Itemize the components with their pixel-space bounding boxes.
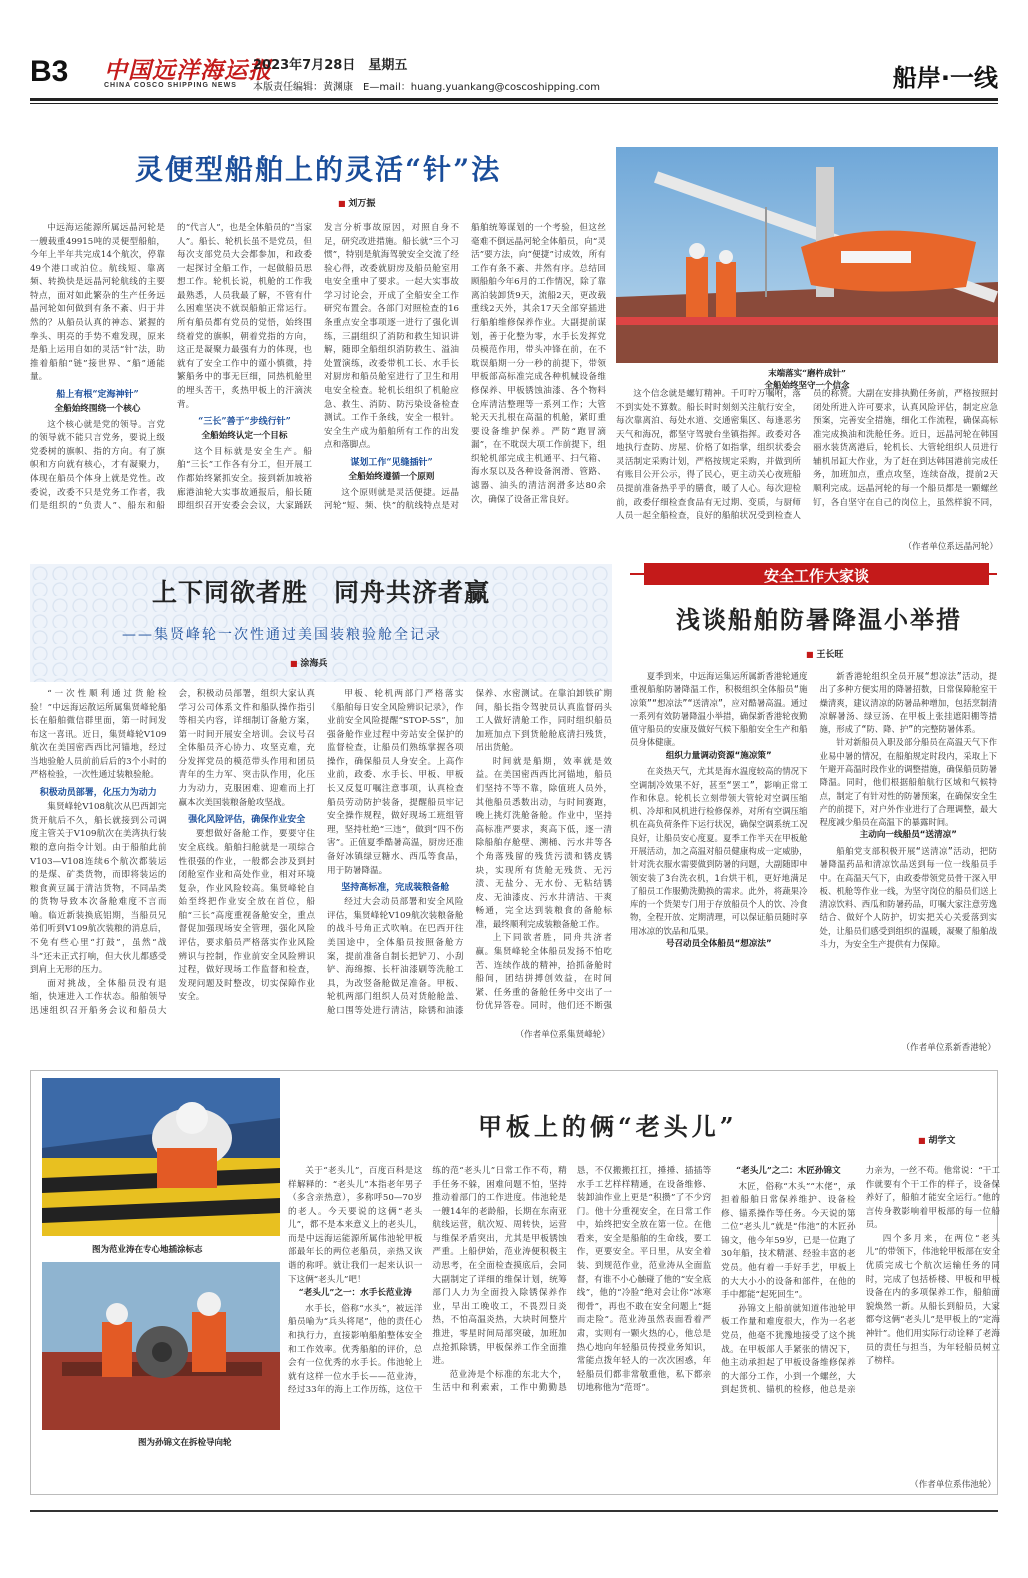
story1-subhead-sub: 全船始终坚守一个信念 [764,381,850,391]
story4-photo-repair [42,1262,280,1430]
story4-paragraph: 关于“老头儿”，百度百科是这样解释的：“老头儿”本指老年男子（多含亲热意），多称呼50—70岁的老人。今天要说的这俩“老头儿”，都不是本来意义上的老头儿，而是中远海运能源所属伟池轮甲板部最年长的两位老船员，亲热又诙谐的称呼。就让我们一起来认识一下这俩“老头儿”吧！ [288,1166,423,1285]
story2-paragraph: 上下同欲者胜，同舟共济者赢。集贤峰轮全体船员发扬不怕吃苦、连续作战的精神，拾抓备舱时船间，团结拼搏创效益，在时间紧、任务重的备舱任务中交出了一份优异答卷。同时，他们还不断强 [475,933,612,1012]
story1-author: ■ 刘万振 [338,196,375,209]
story1-paragraph: 这个信念就是螺钉精神。千叮咛万嘱咐，落不到实处不算数。船长时时刻刻关注航行安全，每次靠离泊、每处水道、交通密集区、每逢恶劣天气和海况，都坚守驾驶台坐镇指挥。政委对各地执行查防、房屋、价格了如指掌，组织状委会灵活制定采购计划，严格按规定采购，并做到所有账目公开公示，得了民心，更主动关心夜班船员提前准备热乎乎的膳食，暖了人心。每次迎检前，政委仔细检查食品有无过期、变质，与厨师人员一起全船检查，良好的船舶状况受到检查人员的称赞。大副在安排执勤任务前，严格按照封闭处所进入许可要求，认真风险评估，制定应急预案，完善安全措施，细化工作流程，确保高标准完成换油和洗舱任务。近日，远晶河轮在韩国丽水装货离港后，轮机长、大管轮组织人员进行辅机吊缸大作业，为了赶在到达韩国港前完成任务，加班加点，重点攻坚，连续奋战，提前2天顺利完成。远晶河轮的每一个船员都是一颗螺丝钉，各自坚守在自己的岗位上，虽然样貌不同， [616,389,998,522]
story4-photo-painting [42,1078,280,1236]
story3-subhead: 组织力量调动资源“施凉策” [665,750,772,761]
story1-subhead: 船上有根“定海神针” [56,389,139,400]
story4-paragraph: 四个多月来，在两位“老头儿”的带领下，伟池轮甲板部在安全优质完成七个航次运输任务的同时，完成了包括桥楼、甲板和甲板设备在内的多项保养工作，船舶面貌焕然一新。从船长到船员，大家都夸这俩“老头儿”是甲板上的“定海神针”。他们用实际行动诠释了老海员的责任与担当，为年轻船员树立了榜样。 [865,1233,1000,1367]
story4-author: ■ 胡学文 [918,1133,955,1146]
story1-credit: （作者单位系远晶河轮） [903,542,998,552]
story2-subhead: 积极动员部署，化压力为动力 [39,788,157,799]
story3-paragraph: 夏季到来，中远海运集运所属新香港轮通度重视船舶防暑降温工作，积极组织全体船员“施凉策”“想凉法”“送清凉”，应对酷暑高温。通过一系列有效防暑降温小举措，确保新香港轮夜勤值守船员的安康及做好气候下船舶安全生产和船员身体健康。 [630,671,808,748]
footer-rule [30,1510,998,1512]
newspaper-logo-en: CHINA COSCO SHIPPING NEWS [104,82,237,89]
story4-credit: （作者单位系伟池轮） [910,1480,996,1490]
editor-line: 本版责任编辑：黄渊康 E—mail：huang.yuankang@coscoshipping.com [253,82,601,93]
issue-date: 2023年7月28日 星期五 [253,58,408,73]
story1-photo-lifeboat [616,147,998,363]
story1-subhead-sub: 全船始终围绕一个核心 [54,404,141,415]
story3-paragraph: 针对新船员入职及部分船员在高温天气下作业易中暑的情况，在船舶规定时段内，采取上下午避开高温时段作业的调整措施，确保船员防暑降温。同时，他们根据船舶航行区域和气候特点，制定了有针对性的防暑预案，在确保安全生产的前提下，对户外作业进行了合理调整，最大程度减少船员在高温下的暴露时间。 [819,737,997,828]
story1-subhead: “三长”善于“步线行针” [198,417,291,428]
story3-credit: （作者单位系新香港轮） [901,1043,996,1053]
story1-subhead-sub: 全船始终认定一个目标 [201,431,288,442]
story2-title: 上下同欲者胜 同舟共济者赢 [152,578,491,607]
story2-paragraph: 时间就是船期，效率就是效益。在美国密西西比河锚地，船员们坚持不等不靠，除值班人员外，其他船员悉数出动，与时间赛跑，晚上挑灯洗舱备舱。作业中，坚持高标准严要求，爽高下低，逐一清除船舶存舱壁、溯桶、污水井等各个角落残留的残货污渍和锈皮锈块，实现所有货舱无残货、无污渍、无盐分、无水份、无粘结锈皮、无油漆皮、污水井清洁、干爽畅通，完全达到装粮食的备舱标准，最终顺利完成装粮备舱工作。 [475,756,612,930]
story1-side-body [616,388,998,536]
story3-column-tag: 安全工作大家谈 [644,563,989,585]
story1-paragraph: 这个核心就是党的领导。言党的领导就不能只言党务，要说上级党委树的旗帜、指的方向。有了旗帜和方向就有核心，才有凝聚力，体现在船员个体身上就是党性。改委说，改委不只是党务工作者，我们是组织的“负责人”、船东和船的“代言人”，也是全体船员的“当家人”。船长、轮机长虽不是党员，但每次支部党员大会都参加，和政委一起探讨全船工作，一起做船员思想工作。轮机长说，机舱的工作我最熟悉，人员我最了解，不管有什么困难坚决不就误船舶正常运行。所有船员都有党员的觉悟，始终围绕着党的旗帜，朝着党指的方向，这正是凝聚力最强有力的体现，也就有了安全工作中的谨小慎微，持繁船务中的事无巨细，同热机舱里的埋头苦干，炙热甲板上的汗滴浃背。 [30,223,312,512]
story4-paragraph: 木匠，俗称“木头”“木佬”，承担着船舶日常保养维护、设备检修、锚系操作等任务。今天说的第二位“老头儿”就是“伟池”的木匠孙锦文，他今年59岁，已是一位跑了30年船，技术精湛、经验丰富的老党员。他有着一手好手艺，甲板上的大大小小的设备和部件，在他的手中都能“起死回生”。 [721,1181,856,1301]
story2-author: ■ 涂海兵 [290,656,327,669]
story1-paragraph: 这个目标就是安全生产。船舶“三长”工作各有分工，但开展工作都始终紧抓安全。接到新加坡裕廊港油轮大实事故通报后，船长随即组织召开安委会会议，大家踊跃发言分析事故原因，对照自身不足，研究改进措施。船长就“三个习惯”，特别是航海驾驶安全交流了经验心得，改委就厨房及船员舱室用电安全重申了要求。一起大实事故学习讨论会，开成了全船安全工作研究布置会。各部门对照检查的16条重点安全事项逐一进行了强化训练，三副组织了消防和救生知识讲解，随即全船组织消防救生、溢油处置演练，改委带机工长、水手长对厨房和船员舱室进行了卫生和用电安全检查。轮机长组织了机舱应急、救生、消防、防污染设备检查测试。工作千条线，安全一根针。安全生产成为船舶所有工作的出发点和落脚点。 [177,223,459,512]
story3-paragraph: 船舶党支部积极开展“送清凉”活动，把防暑降温药品和清凉饮品送到每一位一线船员手中。在高温天气下，由政委带领党员骨干深入甲板、机舱等作业一线，为坚守岗位的船员们送上清凉饮料、西瓜和防暑药品，叮嘱大家注意劳逸结合、做好个人防护，切实把关心关爱落到实处，让船员们感受到组织的温暖，凝聚了船舶战斗力，为安全生产提供有力保障。 [819,845,997,949]
story1-paragraph: 中远海运能源所属远晶河轮是一艘载重49915吨的灵便型船舶，今年上半年共完成14个航次，停靠49个港口或泊位。航线短、靠离频、转换快是远晶河轮航线的主要特点，面对如此繁杂的生产任务远晶河轮如何做到有条不紊、归于井然的？从船员认真的神态、紧握的拳头、明亮的手势不难发现，原来是船上运用自如的灵活“针”法，助推着船舶“链”接世界、“船”通能量。 [30,223,165,383]
story1-body [30,222,606,552]
newspaper-logo: 中国远洋海运报 [104,57,272,84]
story1-subhead: 末端落实“磨杵成针” [768,369,846,379]
story3-subhead: 号召动员全体船员“想凉法” [665,938,772,949]
story4-photo1-caption: 图为范业涛在专心地插涂标志 [92,1245,203,1255]
story3-author: ■ 王长旺 [806,647,843,660]
story4-photo2-caption: 图为孙锦文在拆检导向轮 [138,1438,232,1448]
page-number: B3 [30,55,69,88]
story4-subhead: “老头儿”之一：水手长范业涛 [298,1288,412,1299]
story2-paragraph: “一次性顺利通过货舱检验！”中远海运散运所属集贤峰轮船长在船舶微信群里面，第一时间发布这一喜讯。近日，集贤峰轮V109航次在美国密西西比河锚地，经过当地验舱人员前前后后的3个小时的严格检验，一次性通过装粮验舱。 [30,689,167,781]
story2-subtitle: ——集贤峰轮一次性通过美国装粮验舱全记录 [122,627,442,643]
story3-subhead: 主动向一线船员“送清凉” [859,830,957,841]
story2-subhead: 坚持高标准，完成装粮备舱 [341,883,450,894]
story2-credit: （作者单位系集贤峰轮） [515,1030,610,1040]
story2-subhead: 强化风险评估，确保作业安全 [188,815,306,826]
story4-paragraph: 水手长，俗称“水头”，被远洋船员喻为“兵头将尾”，他的责任心和执行力，直接影响船舶整体安全和工作效率。优秀船舶的评价，总会有一位优秀的水手长。伟池轮上就有这样一位水手长——范业涛，经过33年的海上工作历练，这位干练的范“老头儿”日常工作不苟，精手任务不躲，困难问题不怕，坚持推动着部门的工作进度。伟池轮是一艘14年的老龄船，长期在东南亚航线运营，航次短、周转快，运营与维保矛盾突出，尤其是甲板锈蚀严重。上船伊始，范业涛便积极主动思考，在全面检查摸底后，会同大副制定了详细的维保计划，统筹部门人力为全面投入除锈保养作业，早出工晚收工，不畏烈日炎热，不怕高温炎热，大块时间整片推进，零星时间局部突破，加班加点抢抓除锈，甲板保养工作全面推进。 [288,1166,567,1396]
story2-paragraph: 甲板、轮机两部门严格落实《船舶每日安全风险辨识记录》，作业前安全风险提醒“STOP-5S”，加强备舱作业过程中旁站安全保护的监督检查，让船员们熟练掌握各项操作，确保船员人身安全。上高作业前，政委、水手长、甲板、甲板长又反复叮嘱注意事项，认真检查船员劳动防护装备，提醒船员牢记安全操作规程，做好现场工班组管理，坚持杜绝“三违”，做到“四不伤害”。正值夏季酷暑高温，厨房还准备好冰镇绿豆糖水、西瓜等食品，用于防暑降温。 [327,689,464,876]
story4-paragraph: 范业涛是个标准的东北大个，生活中和利索索，工作中勤勤恳恳，不仅搬搬扛扛，捶捶、插插等水手工艺样样精通，在设备维修、装卸油作业上更是“积攒”了不少窍门。他十分重视安全，在日常工作中，始终把安全放在第一位。在他看来，安全是船舶的生命线，要工作，更要安全。平日里，从安全着装、到规范作业，范业涛从全面监督，有谁不小心触碰了他的“安全底线”，他的“冷脸”绝对会让你“冰寒彻骨”，再也不敢在安全问题上“挺而走险”。范业涛虽然表面看着严肃，实则有一颗火热的心，他总是热心地向年轻船员传授业务知识，常能点拨年轻人的一次次困惑，年轻船员们都非常敬重他，私下都亲切地称他为“范哥”。 [432,1166,712,1394]
story3-paragraph: 新香港轮组织全员开展“想凉法”活动，提出了多种方便实用的降暑招数，日常保障舱室干燥清爽，建议清凉的防暑品种增加，包括烹制清凉解暑汤、绿豆汤、在甲板上张挂遮阳棚等措施，形成了“防、降、护”的完整防暑体系。 [819,671,997,735]
story4-body [288,1165,1000,1477]
story4-paragraph: 孙锦文上船前就知道伟池轮甲板工作量和难度很大，作为一名老党员，他毫不犹豫地接受了这个挑战。在甲板部人手紧张的情况下，他主动承担起了甲板设备维修保养的大部分工作，小到一个螺丝，大到起货机、锚机的检修，他总是亲力亲为，一丝不苟。他常说：“干工作就要有个干工作的样子，设备保养好了，船舶才能安全运行。”他的言传身教影响着甲板部的每一位船员。 [721,1166,1000,1396]
story4-subhead: “老头儿”之二：木匠孙锦文 [736,1166,841,1176]
story2-paragraph: 集贤峰轮V108航次从巴西卸完货开航后不久，船长就接到公司调度主管关于V109航次在美湾执行装粮的意向指令计划。由于船舶此前V103—V108连续6个航次都装运的是煤、矿类货物，而即将装运的粮食黄豆属于清洁货物，不同品类的货物导致本次备舱难度不言而喻。临近新装换底铝期，当船员兄弟们听到V109航次装粮的消息后，不免有些心里“打鼓”，虽然“战斗”还未正式打响，但大伙儿都感受到肩上无形的压力。 [30,802,167,976]
story3-paragraph: 在炎热天气，尤其是海水温度较高的情况下空调制冷效果不好，甚至“罢工”，影响正常工作和休息。轮机长立刻带领大管轮对空调压缩机、冷却和风机进行检修保养，对所有空调压缩机在高负荷条件下运行状况，确保空调系统工况良好，让船员安心度夏。夏季工作半天在甲板舱开展活动，加之高温对船员健康构成一定威胁，针对洗衣服水需要做到防暑的问题，大副随即申领安装了3台洗衣机，1台烘干机，更好地满足了船员工作服勤洗勤换的需求。此外，将蔬果冷库的一个货架专门用于存放船员个人的饮、冷食物，全程开放、定期清理，可以保证船员随时享用冰凉的饮品和瓜果。 [630,766,808,936]
story2-body [30,688,612,1020]
story1-title: 灵便型船舶上的灵活“针”法 [135,153,502,186]
story4-title: 甲板上的俩“老头儿” [478,1112,738,1141]
story1-paragraph: 这个原则就是灵活便捷。远晶河轮“短、频、快”的航线特点是对船舶统筹谋划的一个考验，但这丝毫难不倒远晶河轮全体船员，向“灵活”要方法，向“便捷”讨成效，所有工作有条不紊、井然有序。总结回顾船舶今年6月的工作情况，除了靠离泊装卸货9天，流船2天，更改载重线2天外，其余17天全部穿插进行船舶维修保养作业。大副提前谋划，善于化整为零，水手长发挥党员模范作用，带头冲锋在前，在不耽误船期一分一秒的前提下，带领甲板部高标准完成各种机械设备维修保养、甲板锈蚀油漆、各个物料仓库清洁整理等一系列工作；大管轮天天扎根在高温的机舱，紧盯重要设备维护保养。严防“跑冒滴漏”，在不耽误大项工作前提下，组织轮机部完成主机通平、扫气箱、海水泵以及各种设备润滑、管路、滤器、油头的清洁润滑多达80余次，确保了设备正常良好。 [324,223,606,512]
story2-paragraph: 经过大会动员部署和安全风险评估，集贤峰轮V109航次装粮备舱的战斗号角正式吹响。在巴西开往美国途中，全体船员按照备舱方案，提前准备自制长把铲刀、小刮铲、海绵擦、长杆油漆刷等洗舱工具，为改竖备舱做足准备。甲板、轮机两部门组织人员对货舱舱盖、舱口围等处进行清洁，除锈和油漆保养、水密测试。在靠泊卸铁矿期间，船长指令驾驶员认真监督码头工人做好清舱工作，同时组织船员加班加点下到货舱舱底清扫残货，吊出货舱。 [327,689,612,1016]
section-name: 船岸·一线 [892,64,998,92]
story1-subhead: 谋划工作“见缝插针” [350,457,433,468]
header-rule [30,98,998,101]
story3-title: 浅谈船舶防暑降温小举措 [676,605,962,634]
story3-body [630,670,997,1038]
header-rule-thin [30,103,998,104]
story2-paragraph: 面对挑战，全体船员没有退缩，快速进入工作状态。船舶领导迅速组织召开船务会议和船员大会，积极动员部署，组织大家认真学习公司体系文件和船队操作指引等相关内容，详细制订备舱方案，第一时间开展安全培训。会议号召全体船员齐心协力、攻坚克难，充分发挥党员的模范带头作用和团员青年的生力军、突击队作用，化压力为动力，克服困难、迎难而上打赢本次美国装粮备舱攻坚战。 [30,689,315,1016]
story2-paragraph: 要想做好备舱工作，要要守住安全底线。船舶扫舱就是一项综合性很强的作业，一般都会涉及到封闭舱室作业和高处作业，相对环境复杂，作业风险较高。集贤峰轮自始至终把作业安全放在首位，船舶“三长”高度重视备舱安全，重点督促加强现场安全管理，强化风险评估，要求船员严格落实作业风险辨识与控制，作业前安全风险辨识过程，做好现场工作监督和检查，发现问题及时整改，切实保障作业安全。 [178,829,315,1003]
story1-subhead-sub: 全船始终遵循一个原则 [348,472,435,483]
